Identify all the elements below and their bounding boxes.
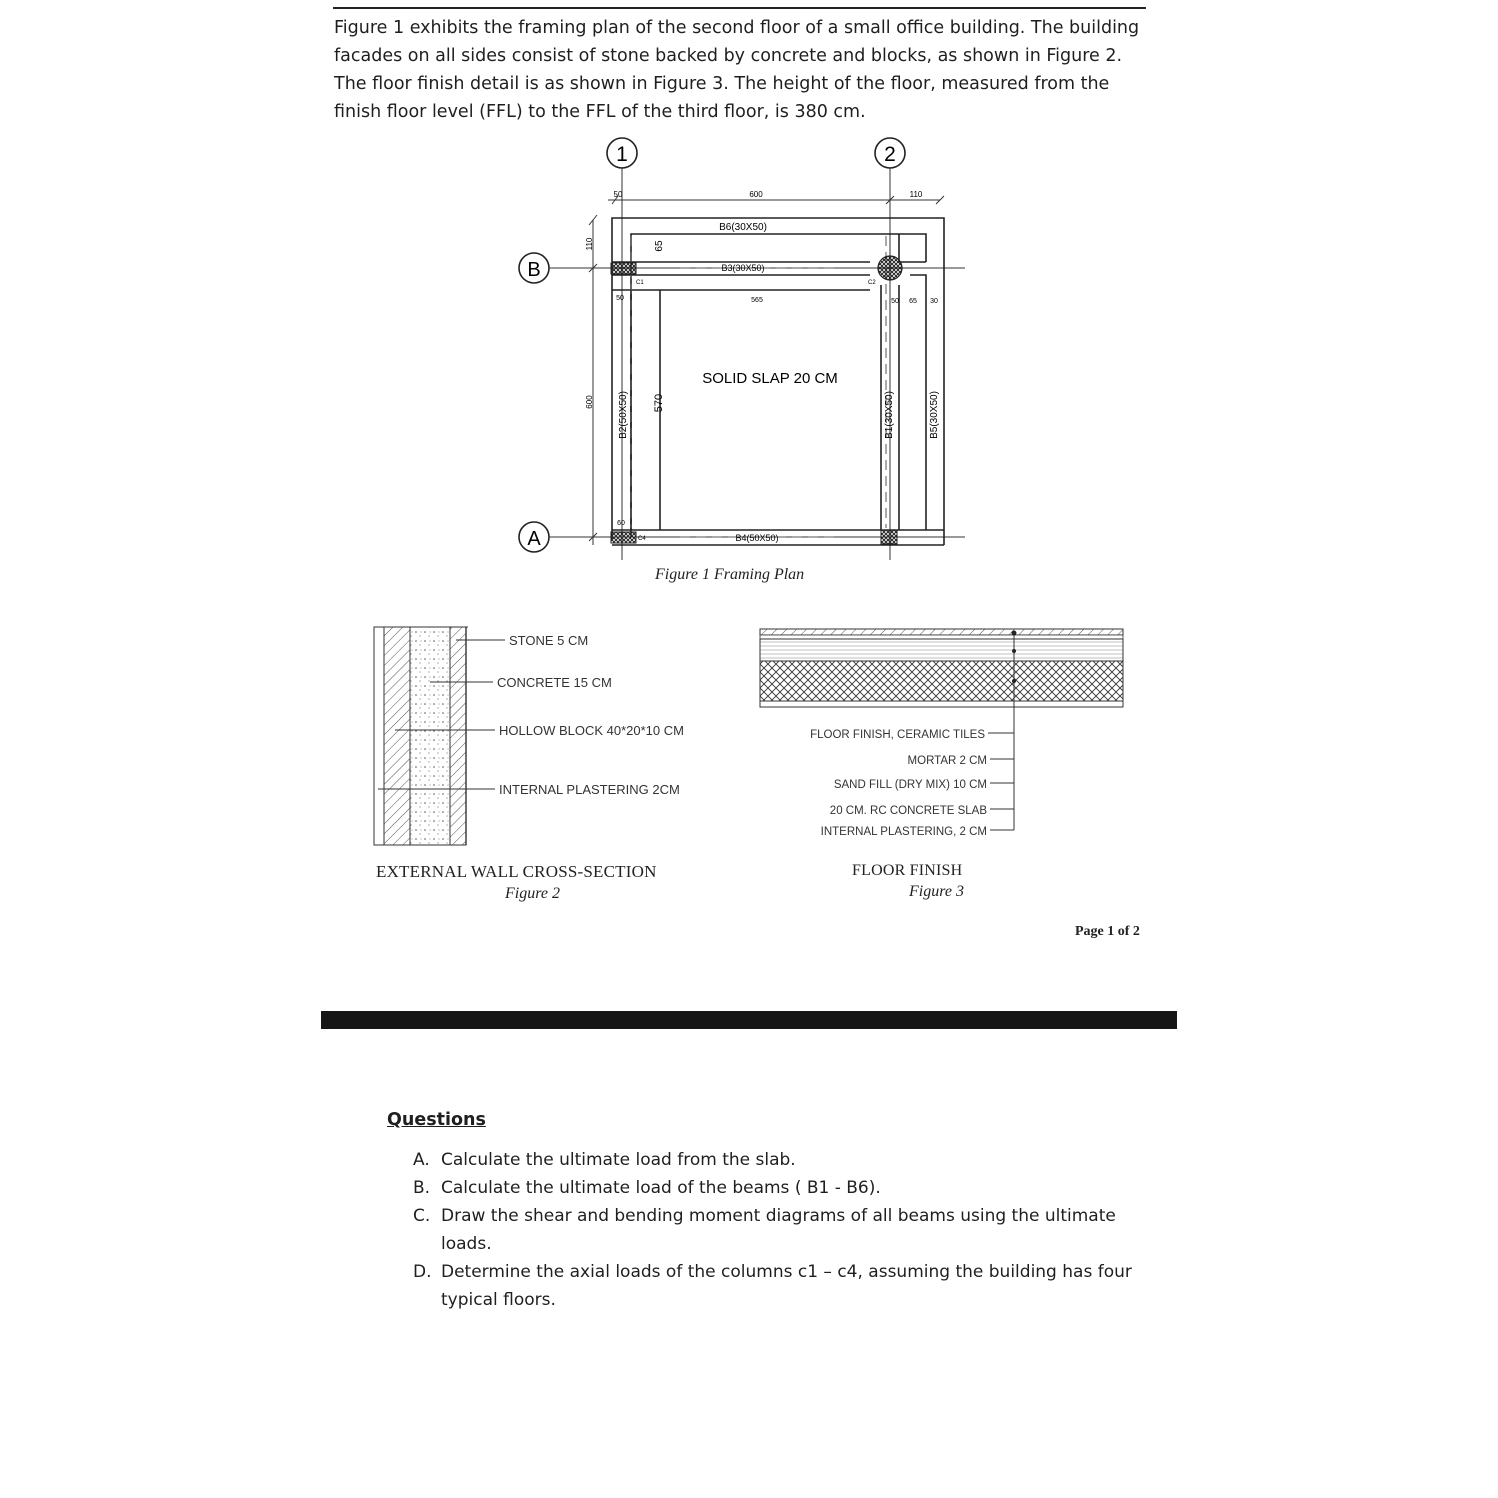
question-text: Draw the shear and bending moment diagrams of all beams using the ultimate loads. bbox=[441, 1206, 1116, 1254]
page-number: Page 1 of 2 bbox=[1075, 924, 1140, 939]
page-divider bbox=[321, 1011, 1177, 1029]
svg-text:1: 1 bbox=[616, 143, 628, 166]
dim-50-a: 50 bbox=[616, 295, 624, 302]
wall-section bbox=[374, 627, 684, 845]
intro-paragraph: Figure 1 exhibits the framing plan of the second floor of a small office building. The building facades on all sides consist of stone backed by concrete and blocks, as shown in Figure 2. The floor finish detail is as shown in Figure 3. The height of the floor, measured from the finish floor level (FFL) to the FFL of the third floor, is 380 cm. bbox=[334, 18, 1140, 122]
question-letter: A. bbox=[413, 1150, 430, 1170]
figure-1-caption: Figure 1 Framing Plan bbox=[655, 566, 805, 583]
beam-label-b3: B3(30X50) bbox=[721, 263, 765, 273]
question-text: Calculate the ultimate load of the beams ( B1 - B6). bbox=[441, 1178, 881, 1198]
grid-bubble-b bbox=[519, 253, 549, 283]
question-letter: C. bbox=[413, 1206, 431, 1226]
figure-2-label: Figure 2 bbox=[505, 885, 560, 902]
dim-left-110: 110 bbox=[585, 237, 594, 251]
col-label-c1: C1 bbox=[636, 280, 644, 286]
floor-finish-section bbox=[760, 629, 1123, 838]
beam-label-b6: B6(30X50) bbox=[719, 222, 767, 233]
col-label-c4: C4 bbox=[638, 536, 646, 542]
beam-label-b4: B4(50X50) bbox=[735, 533, 779, 543]
left-dimension bbox=[587, 215, 599, 545]
figure-3-title: FLOOR FINISH bbox=[852, 862, 963, 879]
grid-bubble-a bbox=[519, 522, 549, 552]
column-c4 bbox=[611, 532, 636, 543]
dim-top-50: 50 bbox=[613, 190, 623, 199]
dim-top-110: 110 bbox=[909, 190, 923, 199]
beam-label-b5: B5(30X50) bbox=[929, 391, 940, 439]
wall-layer-concrete: CONCRETE 15 CM bbox=[497, 675, 612, 690]
floor-layer-sand-fill: SAND FILL (DRY MIX) 10 CM bbox=[833, 779, 987, 791]
slab-label: SOLID SLAP 20 CM bbox=[702, 370, 838, 387]
dim-565: 565 bbox=[751, 297, 763, 304]
beam-label-b2: B2(50X50) bbox=[618, 391, 629, 439]
dim-570: 570 bbox=[653, 393, 665, 413]
top-dimension bbox=[608, 194, 944, 206]
column-c3 bbox=[881, 530, 897, 544]
question-letter: B. bbox=[413, 1178, 431, 1198]
question-item bbox=[413, 1174, 1133, 1202]
svg-text:B: B bbox=[527, 259, 541, 281]
svg-text:A: A bbox=[527, 528, 541, 550]
dim-65-right: 65 bbox=[909, 298, 917, 305]
dim-65-left: 65 bbox=[654, 240, 665, 252]
beam-label-b1: B1(30X50) bbox=[884, 391, 895, 439]
svg-text:2: 2 bbox=[884, 143, 896, 166]
wall-layer-plastering: INTERNAL PLASTERING 2CM bbox=[499, 782, 680, 797]
dim-60: 60 bbox=[617, 520, 625, 527]
question-item bbox=[413, 1202, 1133, 1258]
wall-layer-stone: STONE 5 CM bbox=[509, 633, 589, 648]
questions-heading: Questions bbox=[387, 1110, 486, 1130]
dim-left-600: 600 bbox=[585, 395, 594, 409]
dim-50-b: 50 bbox=[891, 298, 899, 305]
question-letter: D. bbox=[413, 1262, 432, 1282]
figure-3-label: Figure 3 bbox=[909, 883, 964, 900]
question-text: Calculate the ultimate load from the slab. bbox=[441, 1150, 796, 1170]
column-c1 bbox=[611, 263, 636, 274]
grid-bubble-2 bbox=[875, 138, 905, 168]
question-item bbox=[413, 1258, 1133, 1314]
grid-bubble-1 bbox=[607, 138, 637, 168]
col-label-c2: C2 bbox=[868, 280, 876, 286]
floor-layer-mortar: MORTAR 2 CM bbox=[907, 755, 987, 767]
dim-30: 30 bbox=[930, 298, 938, 305]
floor-layer-tiles: FLOOR FINISH, CERAMIC TILES bbox=[810, 729, 985, 741]
wall-layer-hollow-block: HOLLOW BLOCK 40*20*10 CM bbox=[499, 723, 684, 738]
figure-2-title: EXTERNAL WALL CROSS-SECTION bbox=[376, 862, 657, 881]
question-text: Determine the axial loads of the columns c1 – c4, assuming the building has four typical floors. bbox=[441, 1262, 1132, 1310]
column-c2 bbox=[878, 256, 902, 280]
question-item bbox=[413, 1146, 1133, 1174]
floor-layer-rc-slab: 20 CM. RC CONCRETE SLAB bbox=[829, 805, 987, 817]
dim-top-600: 600 bbox=[749, 190, 763, 199]
questions-list bbox=[413, 1146, 1133, 1314]
framing-plan bbox=[519, 138, 965, 560]
floor-layer-plastering: INTERNAL PLASTERING, 2 CM bbox=[820, 826, 987, 838]
